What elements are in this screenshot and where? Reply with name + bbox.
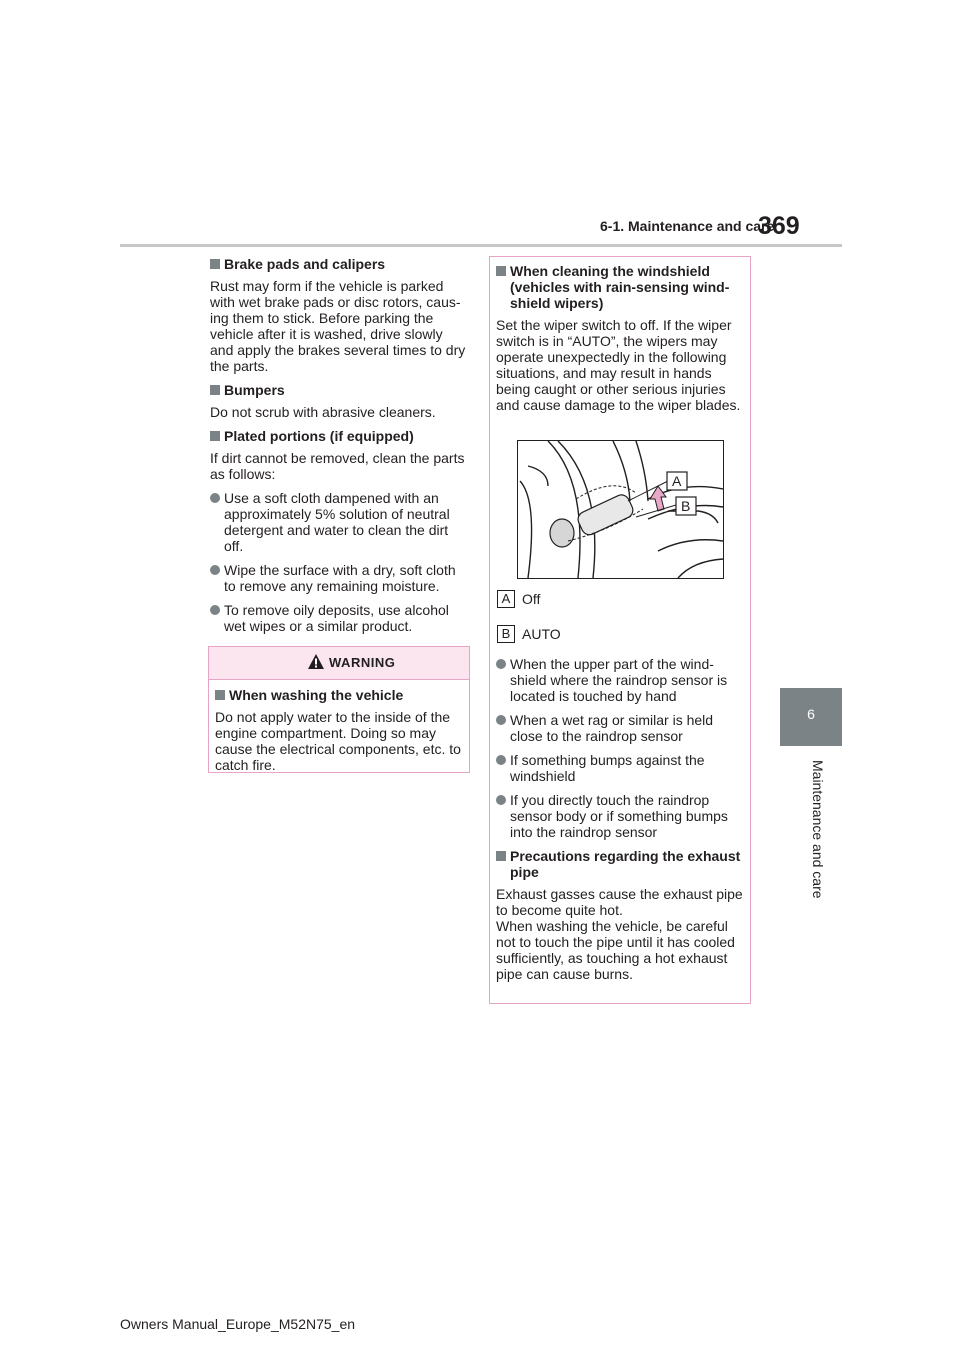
exhaust-text-2: When washing the vehicle, be careful not to touch the pipe until it has cooled sufficiently, as touching a hot exhaust pipe can cause burns. [496, 918, 735, 982]
list-item: If something bumps against the windshield [496, 752, 744, 784]
windshield-heading: When cleaning the windshield (vehicles with rain-sensing wind- shield wipers) [496, 263, 744, 311]
page-number: 369 [758, 212, 800, 240]
chapter-label: Maintenance and care [810, 760, 826, 899]
right-column-top [496, 263, 744, 421]
warning-heading: When washing the vehicle [215, 687, 461, 703]
figure-label-a: A [672, 473, 682, 489]
list-item: To remove oily deposits, use alcohol wet wipes or a similar product. [210, 602, 468, 634]
left-column [210, 256, 468, 642]
warning-title: WARNING [329, 655, 396, 670]
warning-header [209, 647, 469, 680]
warning-triangle-icon [307, 653, 325, 671]
chapter-number: 6 [807, 706, 815, 722]
right-column-bottom [496, 656, 744, 990]
exhaust-text-1: Exhaust gasses cause the exhaust pipe to become quite hot. [496, 886, 743, 918]
list-item: Wipe the surface with a dry, soft cloth to remove any remaining moisture. [210, 562, 468, 594]
bumpers-text: Do not scrub with abrasive cleaners. [210, 404, 436, 420]
legend-text-b: AUTO [522, 626, 561, 642]
legend-item-b [497, 625, 561, 643]
bumpers-heading: Bumpers [210, 382, 468, 398]
plated-heading: Plated portions (if equipped) [210, 428, 468, 444]
warning-box [208, 646, 470, 773]
legend-item-a [497, 590, 540, 608]
footer-text: Owners Manual_Europe_M52N75_en [120, 1316, 356, 1332]
windshield-text: Set the wiper switch to off. If the wiper switch is in “AUTO”, the wipers may operate unexpectedly in the following situations, and may result in hands being caught or other serious injuries and cause damage to the wiper blades. [496, 317, 741, 413]
list-item: When a wet rag or similar is held close to the raindrop sensor [496, 712, 744, 744]
legend-text-a: Off [522, 591, 541, 607]
list-item: When the upper part of the wind- shield where the raindrop sensor is located is touched by hand [496, 656, 744, 704]
steering-wheel-illustration [518, 441, 723, 578]
brake-text: Rust may form if the vehicle is parked with wet brake pads or disc rotors, caus- ing them to stick. Before parking the vehicle after it is washed, drive slowly and apply the brakes several times to dry the parts. [210, 278, 466, 374]
figure-label-b: B [681, 498, 691, 514]
wiper-switch-illustration [517, 440, 724, 579]
brake-heading: Brake pads and calipers [210, 256, 468, 272]
header-rule [120, 244, 842, 247]
exhaust-heading: Precautions regarding the exhaust pipe [496, 848, 744, 880]
legend-key-a: A [497, 590, 515, 608]
legend-key-b: B [497, 625, 515, 643]
list-item: If you directly touch the raindrop sensor body or if something bumps into the raindrop sensor [496, 792, 744, 840]
list-item: Use a soft cloth dampened with an approximately 5% solution of neutral detergent and water to clean the dirt off. [210, 490, 468, 554]
section-title: 6-1. Maintenance and care [600, 218, 775, 234]
warning-text: Do not apply water to the inside of the engine compartment. Doing so may cause the electrical components, etc. to catch fire. [215, 709, 461, 773]
plated-text: If dirt cannot be removed, clean the parts as follows: [210, 450, 465, 482]
